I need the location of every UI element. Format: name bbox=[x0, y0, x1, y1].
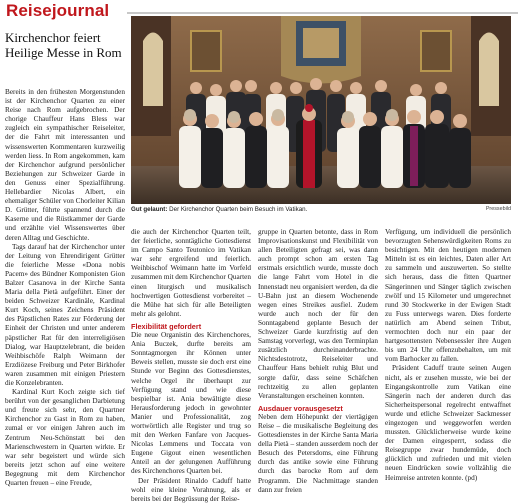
paragraph: Neben dem Höhepunkt der viertägigen Reise – die musikalische Begleitung des Gottesdienstes in der Kirche Santa Maria della Pietà – standen ausserdem noch der Besuch des Petersdoms, eine Führung durch das antike sowie eine Führung durch das barocke Rom auf dem Programm. Die Nachmittage standen dann zur freien bbox=[258, 412, 378, 494]
paragraph: Verfügung, um individuell die persönlich bevorzugten Sehenswürdigkeiten Roms zu besichtigen. Mit den heutigen modernen Mitteln ist es ein leichtes, Daten aller Art zu sammeln und auszuwerten. So stellte sich heraus, dass die fitten Quartner Sängerinnen und Sänger täglich zwischen zwölf und 15 Kilometer und umgerechnet rund 30 Stockwerke in der Ewigen Stadt zu Fuss unterwegs waren. Dies forderte natürlich am Abend seinen Tribut, vermochten doch nur ein paar der hartgesottensten Nebensessler ihre Augen bis um 24 Uhr offenzubehalten, um mit vom Barhocker zu fallen. bbox=[385, 228, 511, 364]
article-column-3 bbox=[258, 228, 378, 495]
paragraph: die auch der Kirchenchor Quarten teilt, der feierliche, sonntägliche Gottesdienst im Campo Santo Teutonico im Vatikan war sehr ergreifend und feierlich. Weihbischof Weimann hatte im Vorfeld zusammen mit dem Kirchenchor Quarten einen liturgisch und musikalisch hochwertigen Gottesdienst vorbereitet – die Mühe hat sich für alle Beteiligten mehr als gelohnt. bbox=[131, 228, 251, 318]
paragraph: gruppe in Quarten betonte, dass in Rom Improvisationskunst und Flexibilität von allen Beteiligten gefragt sei, was dann auch prompt schon am ersten Tag erstmals ersichtlich wurde, musste doch die lange Fahrt vom Hotel in die Innenstadt neu organisiert werden, da die U-Bahn just an diesem Wochenende wegen eines Streikes ausfiel. Zudem wurde auch noch der für den Sonntagabend geplante Besuch der Schweizer Garde kurzfristig auf den Samstag vorverlegt, was den Terminplan zusätzlich durcheinanderbrachte. Nichtsdestotrotz, Reiseleiter und Chauffeur Hans behielt ruhig Blut und sorgte dafür, dass seine Schäfchen rechtzeitig zu allen geplanten Veranstaltungen erscheinen konnten. bbox=[258, 228, 378, 400]
caption-text: Der Kirchenchor Quarten beim Besuch im Vatikan. bbox=[167, 206, 308, 213]
rubric-label: Reisejournal bbox=[6, 1, 110, 20]
headline-line-2: Heilige Messe in Rom bbox=[5, 45, 122, 60]
rubric-divider bbox=[127, 12, 518, 14]
choir-photo-illustration bbox=[131, 16, 511, 204]
article-column-1 bbox=[5, 88, 125, 488]
subheading: Flexibilität gefordert bbox=[131, 321, 202, 331]
paragraph: Bereits in den frühesten Morgenstunden ist der Kirchenchor Quarten zu einer Reise nach Rom aufgebrochen. Der chorige Chauffeur Hans Bless war zugleich ein sympathischer Reiseleiter, der die Fahrt mit interessanten und wissenswerten Kommentaren kurzweilig werden liess. In Rom angekommen, kam der Kirchenchor aufgrund persönlicher Beziehungen zur Schweizer Garde in den Genuss einer Spezialführung. Hellebardier Nicolas Albert, ein ehemaliger Schüler von Chorleiter Kilian D. Grütter, führte spannend durch die Kaserne und die Rüstkammer der Garde und erzählte viel Wissenswertes über deren Alltag und Geschichte. bbox=[5, 88, 125, 242]
paragraph: Präsident Caduff traute seinen Augen nicht, als er zusehen musste, wie bei der Eingangskontrolle zum Vatikan eine Sängerin nach der anderen durch das Sicherheitspersonal regelrecht entwaffnet wurde und etliche Schweizer Sackmesser eingezogen und weggeworfen werden mussten. Glücklicherweise wurde keine der Damen eingesperrt, sodass die Reisegruppe zwar hundemüde, doch glücklich und zufrieden und mit vielen neuen Eindrücken sowie vollzählig die Heimreise antreten konnte. (pd) bbox=[385, 364, 511, 482]
choir-group-photo bbox=[131, 16, 511, 204]
paragraph: Kardinal Kurt Koch zeigte sich tief berührt von der gesanglichen Darbietung und freute sich sehr, den Quartner Kirchenchor zu Gast in Rom zu haben, zumal er vor einigen Jahren auch im Zentrum Neu-Schönstatt bei den Marienschwestern in Quarten wirkte. Er war sehr begeistert und würde sich bereits jetzt schon auf eine weitere Begegnung mit dem Kirchenchor Quarten freuen – eine Freude, bbox=[5, 388, 125, 488]
article-column-4 bbox=[385, 228, 511, 483]
caption-lead: Gut gelaunt: bbox=[131, 206, 168, 213]
paragraph: Der Präsident Rinaldo Caduff hatte wohl eine kleine Vorahnung, als er bereits bei der Begrüssung der Reise- bbox=[131, 476, 251, 503]
article-headline bbox=[5, 30, 130, 60]
photo-credit: Pressebild bbox=[485, 206, 511, 212]
article-column-2 bbox=[131, 228, 251, 504]
paragraph: Tags darauf hat der Kirchenchor unter der Leitung von Ehrendirigent Grütter die feierliche Messe «Dona nobis Pacem» des Bündner Komponisten Gion Balzer Casanova in der Kirche Santa Maria della Pietà aufgeführt. Einer der beiden Schweizer Kardinäle, Kardinal Kurt Koch, seines Zeichens Präsident des Päpstlichen Rates zur Förderung der Einheit der Christen und unter anderem päpstlicher Rat für den interreligiösen Dialog, war Hauptzelebrant, die beiden Weihbischöfe Ralph Weimann der Erzdiözese Freiburg und Peter Birkhofer waren zusammen mit einigen Priestern die Konzelebranten. bbox=[5, 242, 125, 387]
subheading: Ausdauer vorausgesetzt bbox=[258, 403, 343, 413]
headline-line-1: Kirchenchor feiert bbox=[5, 30, 101, 45]
photo-caption bbox=[131, 206, 431, 213]
paragraph: Die neue Organistin des Kirchenchores, Ania Buczek, durfte bereits am Sonntagmorgen ihr Können unter Beweis stellen, musste sie doch erst eine Stunde vor Beginn des Gottesdienstes, welche Orgel ihr überhaupt zur Verfügung stand und wie diese bespielbar ist. Ania bewältigte diese Herausforderung jedoch in gewohnter Manier und Professionalität, zog wortwörtlich alle Register und trug so mit den Werken Fanfare von Jacques-Nicolas Lemmens und Toccata von Eugene Gigout einen wesentlichen Anteil an der gelungenen Aufführung des Kirchenchores Quarten bei. bbox=[131, 331, 251, 476]
